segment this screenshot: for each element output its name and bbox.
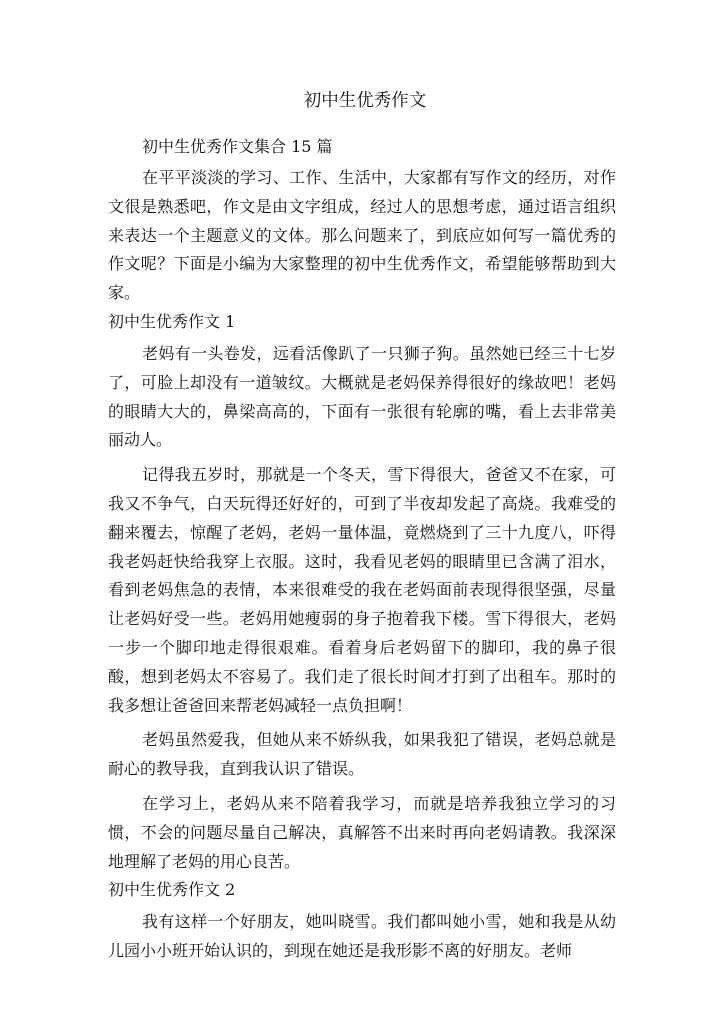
essay-1-paragraph-1: 老妈有一头卷发，远看活像趴了一只狮子狗。虽然她已经三十七岁了，可脸上却没有一道皱纹。大概就是老妈保养得很好的缘故吧！老妈的眼睛大大的，鼻梁高高的，下面有一张很有轮廓的嘴，看上去非常美丽动人。: [108, 343, 616, 450]
essay-1-paragraph-4: 在学习上，老妈从来不陪着我学习，而就是培养我独立学习的习惯，不会的问题尽量自己解决，真解答不出来时再向老妈请教。我深深地理解了老妈的用心良苦。: [108, 793, 616, 871]
document-subtitle: 初中生优秀作文集合 15 篇: [142, 137, 333, 156]
essay-1-heading: 初中生优秀作文 1: [108, 311, 236, 331]
essay-2-paragraph-1: 我有这样一个好朋友，她叫晓雪。我们都叫她小雪，她和我是从幼儿园小小班开始认识的，到现在她还是我形影不离的好朋友。老师: [108, 912, 616, 961]
essay-1-paragraph-3: 老妈虽然爱我，但她从来不娇纵我，如果我犯了错误，老妈总就是耐心的教导我，直到我认识了错误。: [108, 730, 616, 779]
essay-2-heading: 初中生优秀作文 2: [108, 880, 236, 900]
essay-1-paragraph-2: 记得我五岁时，那就是一个冬天，雪下得很大，爸爸又不在家，可我又不争气，白天玩得还好好的，可到了半夜却发起了高烧。我难受的翻来覆去，惊醒了老妈，老妈一量体温，竟燃烧到了三十九度八，吓得我老妈赶快给我穿上衣服。这时，我看见老妈的眼睛里已含满了泪水，看到老妈焦急的表情，本来很难受的我在老妈面前表现得很坚强，尽量让老妈好受一些。老妈用她瘦弱的身子抱着我下楼。雪下得很大，老妈一步一个脚印地走得很艰难。看着身后老妈留下的脚印，我的鼻子很酸，想到老妈太不容易了。我们走了很长时间才打到了出租车。那时的我多想让爸爸回来帮老妈减轻一点负担啊！: [108, 465, 616, 715]
document-title: 初中生优秀作文: [303, 91, 427, 111]
intro-paragraph: 在平平淡淡的学习、工作、生活中，大家都有写作文的经历，对作文很是熟悉吧，作文是由文字组成，经过人的思想考虑，通过语言组织来表达一个主题意义的文体。那么问题来了，到底应如何写一篇优秀的作文呢？下面是小编为大家整理的初中生优秀作文，希望能够帮助到大家。: [108, 168, 616, 303]
